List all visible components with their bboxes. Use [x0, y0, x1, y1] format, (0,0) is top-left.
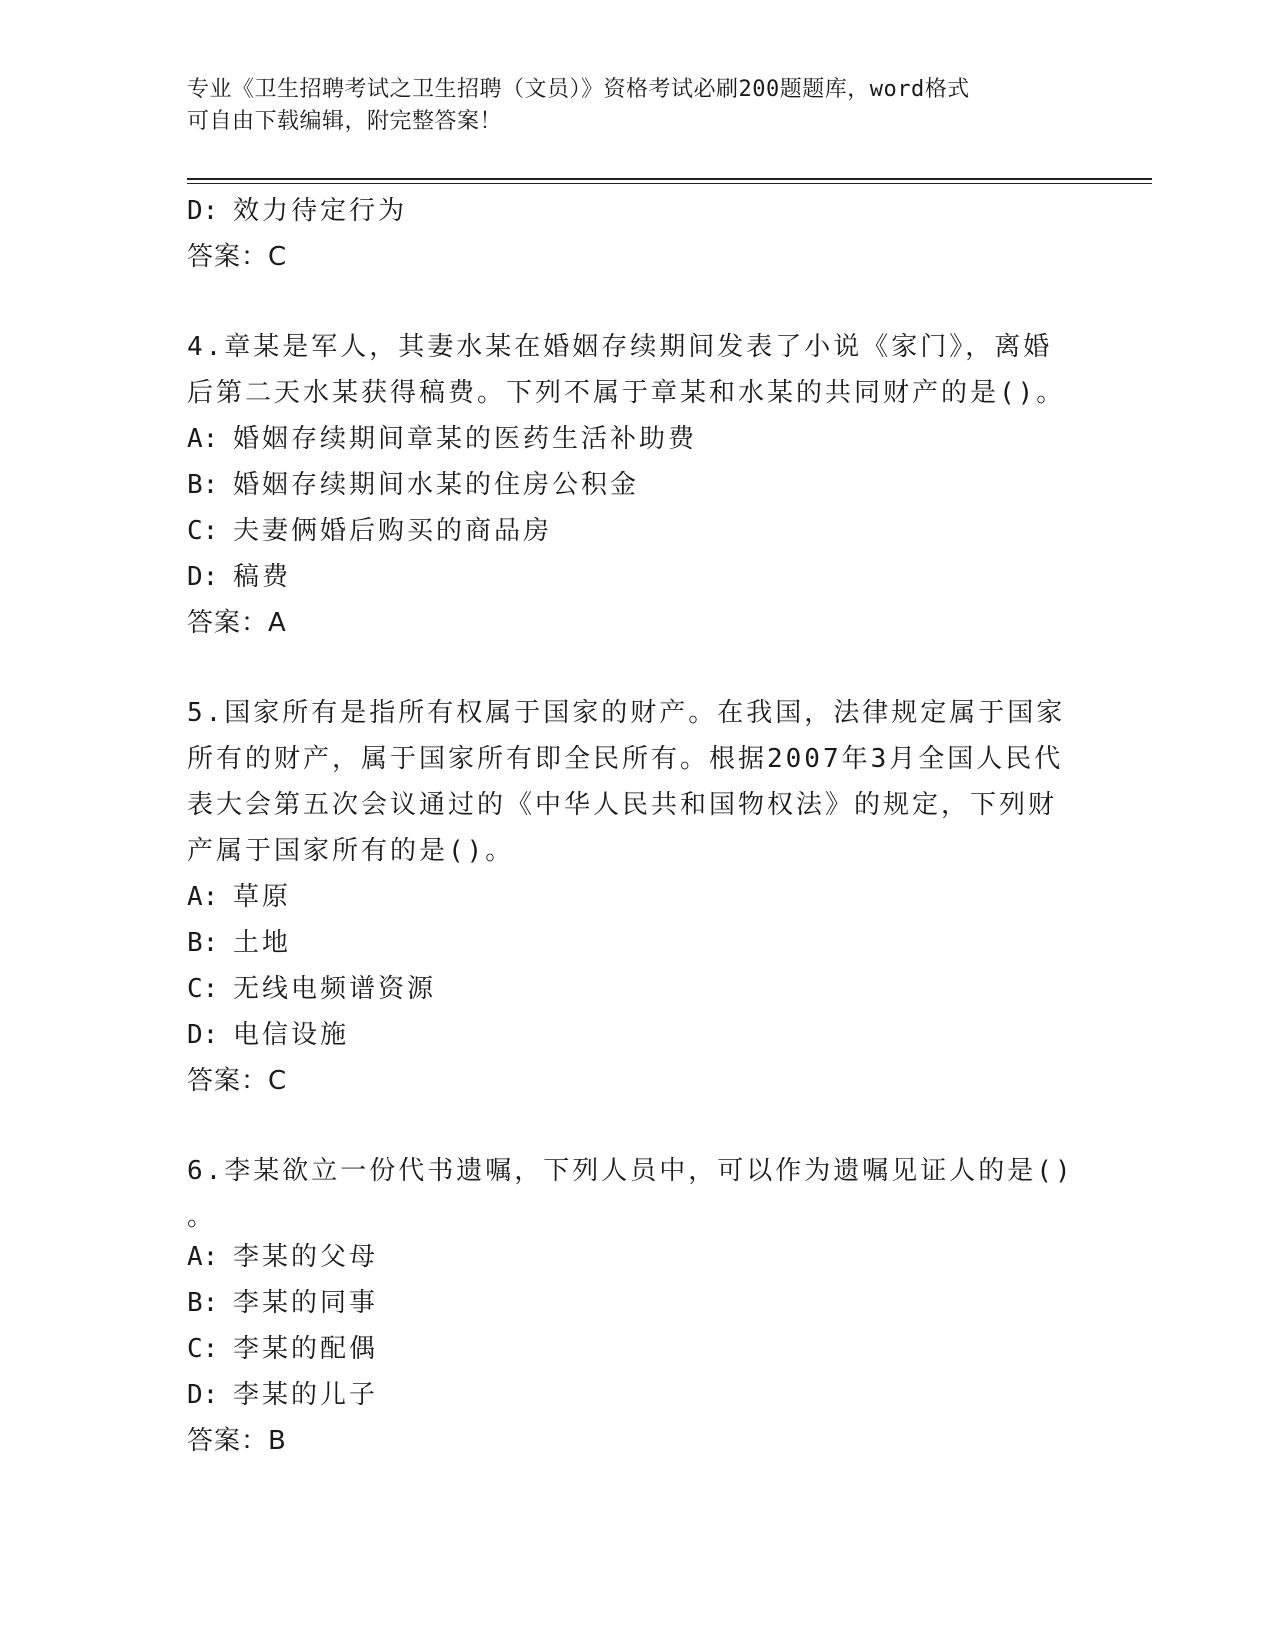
question-5 [187, 690, 1087, 1104]
option-text: 电信设施 [233, 1020, 350, 1050]
header-divider-thin [187, 183, 1152, 184]
option-key: C: [187, 516, 219, 546]
header-divider-thick [187, 178, 1152, 180]
question-text-line: 所有的财产，属于国家所有即全民所有。根据2007年3月全国人民代 [187, 744, 1064, 774]
header-title-line-2: 可自由下载编辑，附完整答案！ [187, 109, 503, 134]
option-text: 李某的儿子 [233, 1380, 379, 1410]
header-title-line-1: 专业《卫生招聘考试之卫生招聘（文员）》资格考试必刷200题题库，word格式 [187, 77, 970, 102]
option-key: B: [187, 928, 219, 958]
option-key: D: [187, 196, 219, 226]
spacer [187, 280, 1087, 324]
question-3-fragment [187, 188, 1087, 280]
option-key: C: [187, 1334, 219, 1364]
option-text: 李某的配偶 [233, 1334, 379, 1364]
option-text: 土地 [233, 928, 292, 958]
document-header [187, 74, 1087, 138]
option-text: 夫妻俩婚后购买的商品房 [233, 516, 553, 546]
option-key: C: [187, 974, 219, 1004]
option-text: 李某的父母 [233, 1242, 379, 1272]
option-key: A: [187, 1242, 219, 1272]
option-c [187, 966, 1087, 1012]
option-key: D: [187, 1020, 219, 1050]
answer-line: 答案：A [187, 608, 287, 638]
answer-line: 答案：B [187, 1426, 287, 1456]
question-text-line: 后第二天水某获得稿费。下列不属于章某和水某的共同财产的是()。 [187, 378, 1066, 408]
question-text-line: 4.章某是军人，其妻水某在婚姻存续期间发表了小说《家门》，离婚 [187, 332, 1053, 362]
option-a [187, 1234, 1087, 1280]
option-key: A: [187, 882, 219, 912]
option-key: B: [187, 470, 219, 500]
option-c [187, 508, 1087, 554]
option-key: B: [187, 1288, 219, 1318]
option-d [187, 188, 1087, 234]
option-c [187, 1326, 1087, 1372]
option-text: 效力待定行为 [233, 196, 408, 226]
question-text-line: 6.李某欲立一份代书遗嘱，下列人员中，可以作为遗嘱见证人的是() [187, 1156, 1074, 1186]
spacer [187, 1104, 1087, 1148]
question-text-line: 5.国家所有是指所有权属于国家的财产。在我国，法律规定属于国家 [187, 698, 1066, 728]
option-text: 婚姻存续期间章某的医药生活补助费 [233, 424, 698, 454]
option-a [187, 416, 1087, 462]
option-d [187, 1012, 1087, 1058]
option-a [187, 874, 1087, 920]
option-key: D: [187, 562, 219, 592]
option-d [187, 1372, 1087, 1418]
question-text-line: 产属于国家所有的是()。 [187, 836, 515, 866]
question-6 [187, 1148, 1087, 1464]
question-text-line: 。 [187, 1202, 217, 1232]
option-text: 李某的同事 [233, 1288, 379, 1318]
option-key: D: [187, 1380, 219, 1410]
option-b [187, 1280, 1087, 1326]
option-b [187, 462, 1087, 508]
option-b [187, 920, 1087, 966]
question-4 [187, 324, 1087, 646]
answer-line: 答案：C [187, 242, 288, 272]
option-text: 婚姻存续期间水某的住房公积金 [233, 470, 640, 500]
option-key: A: [187, 424, 219, 454]
spacer [187, 646, 1087, 690]
option-text: 无线电频谱资源 [233, 974, 437, 1004]
option-text: 草原 [233, 882, 292, 912]
question-text-line: 表大会第五次会议通过的《中华人民共和国物权法》的规定，下列财 [187, 790, 1058, 820]
option-text: 稿费 [233, 562, 292, 592]
document-body [187, 188, 1087, 1464]
answer-line: 答案：C [187, 1066, 288, 1096]
option-d [187, 554, 1087, 600]
